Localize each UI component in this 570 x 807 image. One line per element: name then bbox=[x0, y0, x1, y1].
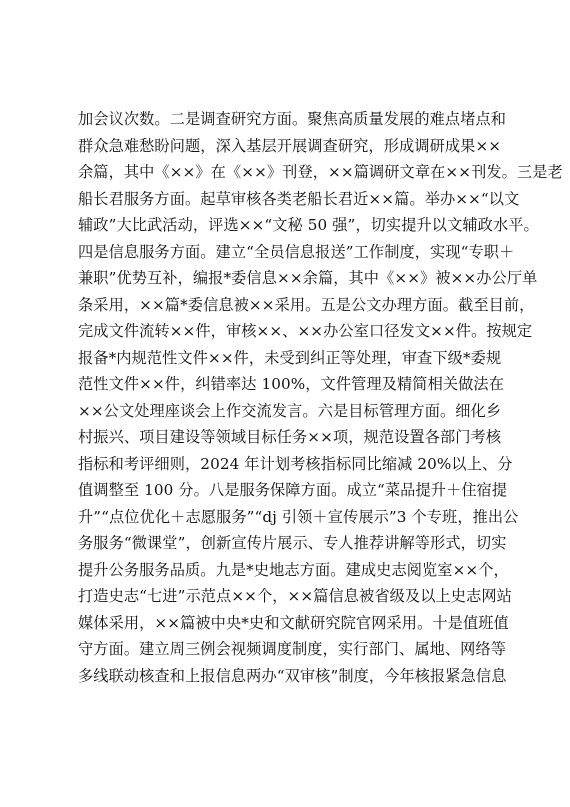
text-line: 完成文件流转××件，审核××、××办公室口径发文××件。按规定 bbox=[78, 322, 533, 340]
text-line: 务服务“微课堂”，创新宣传片展示、专人推荐讲解等形式，切实 bbox=[78, 534, 507, 552]
text-line: 打造史志“七进”示范点××个，××篇信息被省级及以上史志网站 bbox=[78, 587, 512, 605]
text-line: ××公文处理座谈会上作交流发言。六是目标管理方面。细化乡 bbox=[78, 401, 502, 420]
text-line: 指标和考评细则，2024 年计划考核指标同比缩减 20%以上、分 bbox=[78, 454, 513, 473]
text-line: 提升公务服务品质。九是*史地志方面。建成史志阅览室××个， bbox=[78, 560, 509, 579]
text-line: 辅政”大比武活动，评选××“文秘 50 强”，切实提升以文辅政水平。 bbox=[78, 216, 539, 234]
text-line: 兼职”优势互补，编报*委信息××余篇，其中《××》被××办公厅单 bbox=[78, 269, 538, 287]
text-line: 条采用，××篇*委信息被××采用。五是公文办理方面。截至目前， bbox=[78, 295, 535, 314]
text-line: 加会议次数。二是调查研究方面。聚焦高质量发展的难点堵点和 bbox=[78, 110, 507, 128]
body-paragraph bbox=[78, 106, 563, 689]
text-line: 余篇，其中《××》在《××》刊登，××篇调研文章在××刊发。三是老 bbox=[78, 163, 563, 181]
text-line: 村振兴、项目建设等领域目标任务××项，规范设置各部门考核 bbox=[78, 428, 502, 446]
text-line: 群众急难愁盼问题，深入基层开展调查研究，形成调研成果×× bbox=[78, 136, 502, 155]
text-line: 报备*内规范性文件××件，未受到纠正等处理，审查下级*委规 bbox=[78, 348, 502, 367]
text-line: 四是信息服务方面。建立“全员信息报送”工作制度，实现“专职＋ bbox=[78, 242, 515, 261]
text-line: 范性文件××件，纠错率达 100%，文件管理及精简相关做法在 bbox=[78, 375, 505, 393]
text-line: 值调整至 100 分。八是服务保障方面。成立“菜品提升＋住宿提 bbox=[78, 481, 508, 499]
text-line: 媒体采用，××篇被中央*史和文献研究院官网采用。十是值班值 bbox=[78, 613, 509, 632]
text-line: 升”“点位优化＋志愿服务”“dj 引领＋宣传展示”3 个专班，推出公 bbox=[78, 507, 519, 526]
text-line: 多线联动核查和上报信息两办“双审核”制度，今年核报紧急信息 bbox=[78, 666, 507, 685]
text-line: 守方面。建立周三例会视频调度制度，实行部门、属地、网络等 bbox=[78, 640, 507, 658]
text-line: 船长君服务方面。起草审核各类老船长君近××篇。举办××“以文 bbox=[78, 189, 520, 208]
